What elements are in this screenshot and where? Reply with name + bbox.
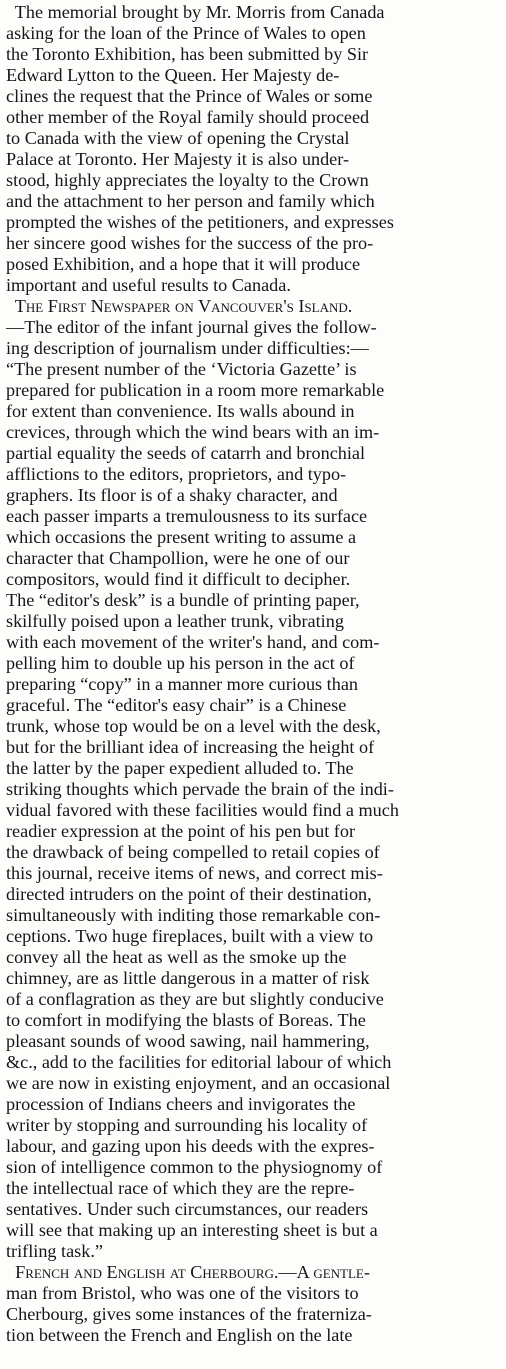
text-line: writer by stopping and surrounding his locality of [6, 1115, 368, 1135]
text-line: ing description of journalism under difficulties:— [6, 338, 369, 358]
text-line: stood, highly appreciates the loyalty to the Crown [6, 170, 369, 190]
text-line: Edward Lytton to the Queen. Her Majesty de- [6, 65, 340, 85]
text-line: directed intruders on the point of their destination, [6, 884, 372, 904]
text-line: pleasant sounds of wood sawing, nail hammering, [6, 1031, 370, 1051]
text-line: crevices, through which the wind bears with an im- [6, 422, 380, 442]
text-line: pelling him to double up his person in the act of [6, 653, 355, 673]
text-line: Cherbourg, gives some instances of the fraterniza- [6, 1304, 372, 1324]
text-line: tion between the French and English on the late [6, 1325, 353, 1345]
text-line: asking for the loan of the Prince of Wales to open [6, 23, 366, 43]
text-line: to comfort in modifying the blasts of Boreas. The [6, 1010, 366, 1030]
text-line: other member of the Royal family should proceed [6, 107, 370, 127]
text-line: each passer imparts a tremulousness to its surface [6, 506, 368, 526]
section-heading-first-newspaper: The First Newspaper on Vancouver's Island. [6, 296, 353, 316]
text-line: but for the brilliant idea of increasing the height of [6, 737, 375, 757]
text-line: and the attachment to her person and family which [6, 191, 375, 211]
text-line: —The editor of the infant journal gives the follow- [6, 317, 377, 337]
text-line: posed Exhibition, and a hope that it will produce [6, 254, 361, 274]
text-line: we are now in existing enjoyment, and an occasional [6, 1073, 391, 1093]
text-line: trunk, whose top would be on a level with the desk, [6, 716, 381, 736]
text-line: the latter by the paper expedient alluded to. The [6, 758, 354, 778]
text-line: convey all the heat as well as the smoke up the [6, 947, 347, 967]
text-line: the drawback of being compelled to retail copies of [6, 842, 380, 862]
text-line: graphers. Its floor is of a shaky character, and [6, 485, 338, 505]
text-line: procession of Indians cheers and invigorates the [6, 1094, 356, 1114]
text-line: to Canada with the view of opening the Crystal [6, 128, 350, 148]
text-line: simultaneously with inditing those remarkable con- [6, 905, 381, 925]
text-line: man from Bristol, who was one of the visitors to [6, 1283, 359, 1303]
text-line: the Toronto Exhibition, has been submitted by Sir [6, 44, 369, 64]
text-line: clines the request that the Prince of Wales or some [6, 86, 373, 106]
text-line: The memorial brought by Mr. Morris from Canada [6, 2, 385, 22]
text-line: chimney, are as little dangerous in a matter of risk [6, 968, 370, 988]
text-line: skilfully poised upon a leather trunk, vibrating [6, 611, 344, 631]
text-line: for extent than convenience. Its walls abound in [6, 401, 355, 421]
text-line: prepared for publication in a room more remarkable [6, 380, 385, 400]
text-line: important and useful results to Canada. [6, 275, 291, 295]
text-line: partial equality the seeds of catarrh and bronchial [6, 443, 366, 463]
text-line: her sincere good wishes for the success of the pro- [6, 233, 374, 253]
text-line: prompted the wishes of the petitioners, and expresses [6, 212, 394, 232]
text-line: trifling task.” [6, 1241, 103, 1261]
section-heading-french-english: French and English at Cherbourg.—A gentle- [6, 1262, 370, 1282]
text-line: readier expression at the point of his pen but for [6, 821, 355, 841]
text-line: labour, and gazing upon his deeds with the expres- [6, 1136, 375, 1156]
text-line: vidual favored with these facilities would find a much [6, 800, 399, 820]
text-line: afflictions to the editors, proprietors, and typo- [6, 464, 347, 484]
text-line: of a conflagration as they are but slightly conducive [6, 989, 384, 1009]
text-line: which occasions the present writing to assume a [6, 527, 357, 547]
text-line: will see that making up an interesting sheet is but a [6, 1220, 378, 1240]
text-line: striking thoughts which pervade the brain of the indi- [6, 779, 394, 799]
text-line: sion of intelligence common to the physiognomy of [6, 1157, 383, 1177]
text-line: Palace at Toronto. Her Majesty it is also under- [6, 149, 349, 169]
text-line: &c., add to the facilities for editorial labour of which [6, 1052, 392, 1072]
text-line: ceptions. Two huge fireplaces, built with a view to [6, 926, 374, 946]
text-line: sentatives. Under such circumstances, our readers [6, 1199, 369, 1219]
text-line: this journal, receive items of news, and correct mis- [6, 863, 383, 883]
text-line: with each movement of the writer's hand, and com- [6, 632, 380, 652]
text-line: The “editor's desk” is a bundle of printing paper, [6, 590, 360, 610]
text-line: graceful. The “editor's easy chair” is a Chinese [6, 695, 347, 715]
text-line: “The present number of the ‘Victoria Gazette’ is [6, 359, 357, 379]
text-line: the intellectual race of which they are the repre- [6, 1178, 355, 1198]
text-line: preparing “copy” in a manner more curious than [6, 674, 358, 694]
text-line: compositors, would find it difficult to decipher. [6, 569, 351, 589]
text-line: character that Champollion, were he one of our [6, 548, 350, 568]
